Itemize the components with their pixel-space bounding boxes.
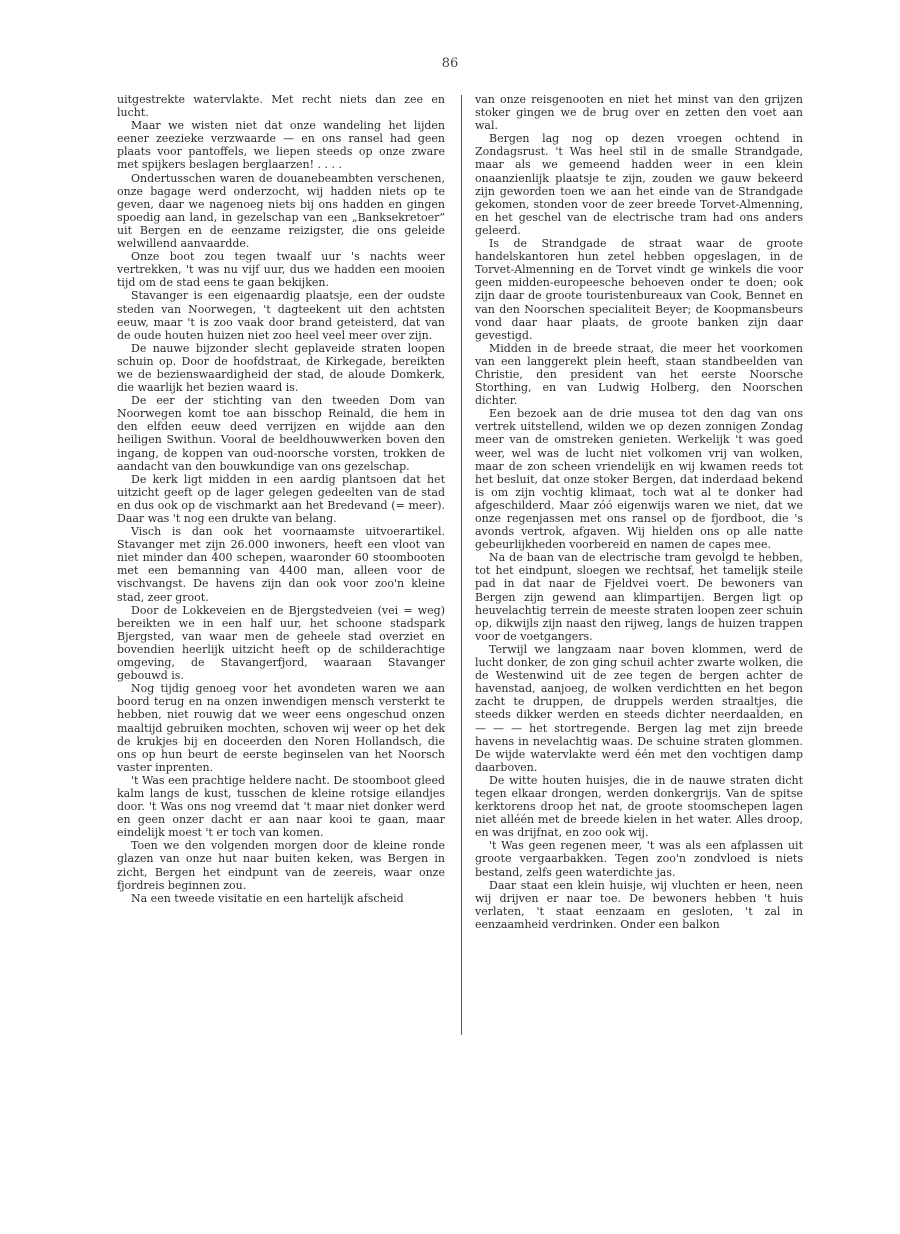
paragraph: Door de Lokkeveien en de Bjergstedveien (vei = weg) bereikten we in een half uur, het schoone stadspark Bjergsted, van waar men de geheele stad overziet en bovendien heerlijk uitzicht heeft op de schilderachtige omgeving, de Stavangerfjord, waaraan Stavanger gebouwd is. <box>117 603 445 683</box>
paragraph: 't Was een prachtige heldere nacht. De stoomboot gleed kalm langs de kust, tusschen de kleine rotsige eilandjes door. 't Was ons nog vreemd dat 't maar niet donker werd en geen onzer dacht er aan naar kooi te gaan, maar eindelijk moest 't er toch van komen. <box>117 773 445 840</box>
paragraph: Visch is dan ook het voornaamste uitvoerartikel. Stavanger met zijn 26.000 inwoners, heeft een vloot van niet minder dan 400 schepen, waaronder 60 stoombooten met een bemanning van 4400 man, alleen voor de vischvangst. De havens zijn dan ook voor zoo'n kleine stad, zeer groot. <box>117 525 445 604</box>
left-column <box>117 93 445 905</box>
paragraph: Bergen lag nog op dezen vroegen ochtend in Zondagsrust. 't Was heel stil in de smalle Strandgade, maar als we gemeend hadden weer in een klein onaanzienlijk plaatsje te zijn, zouden we gauw bekeerd zijn geworden toen we aan het einde van de Strandgade gekomen, stonden voor de zeer breede Torvet-Almenning, en het geschel van de electrische tram had ons anders geleerd. <box>475 132 803 237</box>
paragraph: De witte houten huisjes, die in de nauwe straten dicht tegen elkaar drongen, werden donkergrijs. Van de spitse kerktorens droop het nat, de groote stoomschepen lagen niet alléén met de breede kielen in het water. Alles droop, en was drijfnat, en zoo ook wij. <box>475 773 803 840</box>
paragraph: Daar staat een klein huisje, wij vluchten er heen, neen wij drijven er naar toe. De bewoners hebben 't huis verlaten, 't staat eenzaam en gesloten, 't zal in eenzaamheid verdrinken. Onder een balkon <box>475 878 803 931</box>
paragraph: Nog tijdig genoeg voor het avondeten waren we aan boord terug en na onzen inwendigen mensch versterkt te hebben, niet rouwig dat we weer eens ongeschud onzen maaltijd gebruiken mochten, schoven wij weer op het dek de krukjes bij en doceerden den Noren Hollandsch, die ons op hun beurt de eerste beginselen van het Noorsch vaster inprenten. <box>117 682 445 774</box>
paragraph: Maar we wisten niet dat onze wandeling het lijden eener zeezieke verzwaarde — en ons ransel had geen plaats voor pantoffels, we liepen steeds op onze zware met spijkers beslagen berglaarzen! . . . . <box>117 119 445 172</box>
paragraph: Midden in de breede straat, die meer het voorkomen van een langgerekt plein heeft, staan standbeelden van Christie, den president van het eerste Noorsche Storthing, en van Ludwig Holberg, den Noorschen dichter. <box>475 341 803 408</box>
column-divider <box>461 95 462 1035</box>
page-number: 86 <box>441 56 459 71</box>
paragraph: Is de Strandgade de straat waar de groote handelskantoren hun zetel hebben opgeslagen, in de Torvet-Almenning en de Torvet vindt ge winkels die voor geen midden-europeesche behoeven onder te doen; ook zijn daar de groote touristenbureaux van Cook, Bennet en van den Noorschen specialiteit Beyer; de Koopmansbeurs vond daar haar plaats, de groote banken zijn daar gevestigd. <box>475 237 803 342</box>
paragraph: van onze reisgenooten en niet het minst van den grijzen stoker gingen we de brug over en zetten den voet aan wal. <box>475 93 803 133</box>
paragraph: 't Was geen regenen meer, 't was als een afplassen uit groote vergaarbakken. Tegen zoo'n zondvloed is niets bestand, zelfs geen waterdichte jas. <box>475 839 803 879</box>
paragraph: Na een tweede visitatie en een hartelijk afscheid <box>131 891 404 905</box>
paragraph: Onze boot zou tegen twaalf uur 's nachts weer vertrekken, 't was nu vijf uur, dus we hadden een mooien tijd om de stad eens te gaan bekijken. <box>117 250 445 290</box>
paragraph: De eer der stichting van den tweeden Dom van Noorwegen komt toe aan bisschop Reinald, die hem in den elfden eeuw deed verrijzen en wijdde aan den heiligen Swithun. Vooral de beeldhouwwerken boven den ingang, de koppen van oud-noorsche vorsten, trokken de aandacht van den bouwkundige van ons gezelschap. <box>117 394 445 473</box>
paragraph: Stavanger is een eigenaardig plaatsje, een der oudste steden van Noorwegen, 't dagteekent uit den achtsten eeuw, maar 't is zoo vaak door brand geteisterd, dat van de oude houten huizen niet zoo heel veel meer over zijn. <box>117 289 445 342</box>
paragraph: uitgestrekte watervlakte. Met recht niets dan zee en lucht. <box>117 93 445 120</box>
paragraph: Terwijl we langzaam naar boven klommen, werd de lucht donker, de zon ging schuil achter zwarte wolken, die de Westenwind uit de zee tegen de bergen achter de havenstad, aanjoeg, de wolken verdichtten en het begon zacht te druppen, de druppels werden straaltjes, die steeds dikker werden en steeds dichter neerdaalden, en — — — het stortregende. Bergen lag met zijn breede havens in nevelachtig waas. De schuine straten glommen. De wijde watervlakte werd één met den vochtigen damp daarboven. <box>475 642 803 774</box>
paragraph: De kerk ligt midden in een aardig plantsoen dat het uitzicht geeft op de lager gelegen gedeelten van de stad en dus ook op de vischmarkt aan het Bredevand (= meer). Daar was 't nog een drukte van belang. <box>117 472 445 525</box>
paragraph: De nauwe bijzonder slecht geplaveide straten loopen schuin op. Door de hoofdstraat, de Kirkegade, bereikten we de bezienswaardigheid der stad, de aloude Domkerk, die waarlijk het bezien waard is. <box>117 341 445 395</box>
paragraph: Toen we den volgenden morgen door de kleine ronde glazen van onze hut naar buiten keken, was Bergen in zicht, Bergen het eindpunt van de zeereis, waar onze fjordreis beginnen zou. <box>117 839 445 892</box>
paragraph: Ondertusschen waren de douanebeambten verschenen, onze bagage werd onderzocht, wij hadden niets op te geven, daar we nagenoeg niets bij ons hadden en gingen spoedig aan land, in gezelschap van een „Banksekretoer” uit Bergen en de eenzame reizigster, die ons geleide welwillend aanvaardde. <box>117 171 445 251</box>
right-column <box>475 93 803 931</box>
paragraph: Na de baan van de electrische tram gevolgd te hebben, tot het eindpunt, sloegen we rechtsaf, het tamelijk steile pad in dat naar de Fjeldvei voert. De bewoners van Bergen zijn gewend aan klimpartijen. Bergen ligt op heuvelachtig terrein de meeste straten loopen zeer schuin op, dikwijls zijn naast den rijweg, langs de huizen trappen voor de voetgangers. <box>475 551 803 643</box>
paragraph: Een bezoek aan de drie musea tot den dag van ons vertrek uitstellend, wilden we op dezen zonnigen Zondag meer van de omstreken genieten. Werkelijk 't was goed weer, wel was de lucht niet volkomen vrij van wolken, maar de zon scheen vriendelijk en wij kwamen reeds tot het besluit, dat onze stoker Bergen, dat inderdaad bekend is om zijn vochtig klimaat, toch wat al te donker had afgeschilderd. Maar zóó eigenwijs waren we niet, dat we onze regenjassen met ons ransel op de fjordboot, die 's avonds vertrok, afgaven. Wij hielden ons op alle natte gebeurlijkheden voorbereid en namen de capes mee. <box>475 407 803 552</box>
